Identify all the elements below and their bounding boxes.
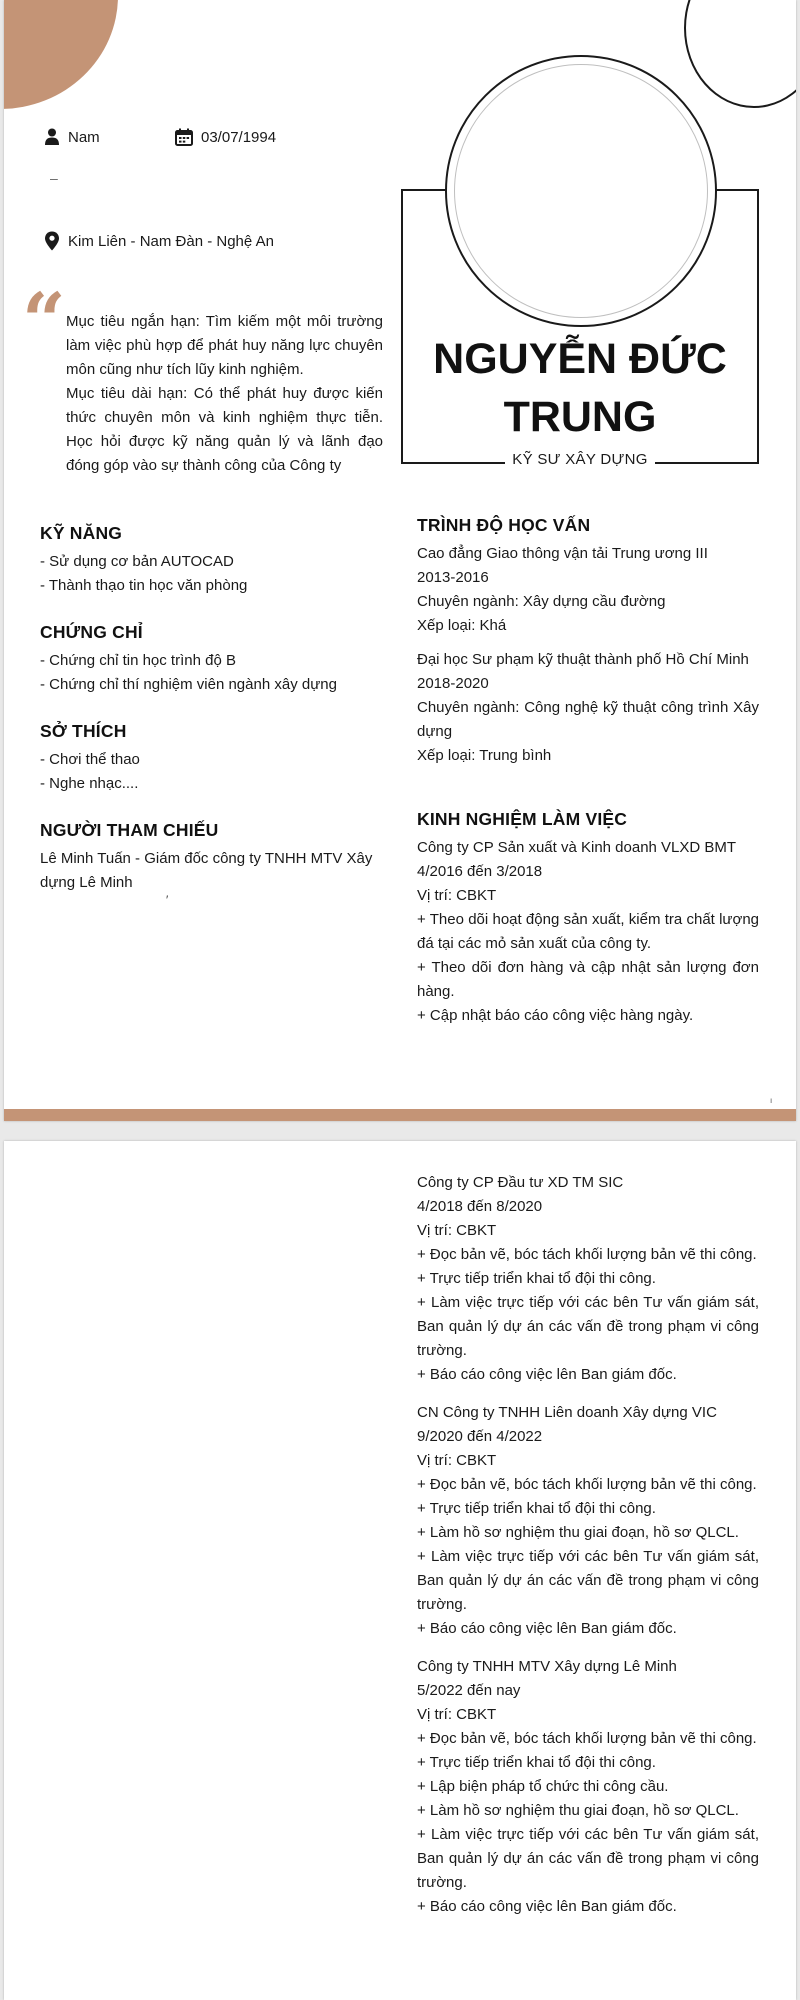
experience-company: CN Công ty TNHH Liên doanh Xây dựng VIC — [417, 1404, 717, 1421]
location-pin-icon — [44, 231, 60, 251]
gender-row — [44, 128, 100, 146]
career-objective — [66, 310, 383, 478]
education-entry — [417, 542, 759, 638]
references-section — [40, 820, 380, 895]
experience-section — [417, 809, 759, 1042]
certificates-heading: CHỨNG CHỈ — [40, 622, 143, 642]
experience-duty: + Làm hồ sơ nghiệm thu giai đoạn, hồ sơ QLCL. — [417, 1524, 739, 1541]
address-value: Kim Liên - Nam Đàn - Nghệ An — [68, 232, 274, 250]
education-section — [417, 515, 759, 778]
experience-period: 5/2022 đến nay — [417, 1682, 521, 1699]
experience-company: Công ty TNHH MTV Xây dựng Lê Minh — [417, 1658, 677, 1675]
experience-entry — [417, 1401, 759, 1641]
skill-item: - Thành thạo tin học văn phòng — [40, 577, 248, 594]
experience-company: Công ty CP Sản xuất và Kinh doanh VLXD BMT — [417, 839, 737, 856]
education-period: 2013-2016 — [417, 569, 489, 586]
education-major: Chuyên ngành: Công nghệ kỹ thuật công trình Xây dựng — [417, 699, 759, 740]
address-row — [44, 231, 274, 251]
certificates-section — [40, 622, 380, 697]
experience-duty: + Trực tiếp triển khai tổ đội thi công. — [417, 1270, 656, 1287]
experience-duty: + Lập biện pháp tổ chức thi công cầu. — [417, 1778, 669, 1795]
stray-tick-mark: ′ — [166, 893, 169, 907]
skill-item: - Sử dụng cơ bản AUTOCAD — [40, 553, 234, 570]
experience-heading: KINH NGHIỆM LÀM VIỆC — [417, 809, 628, 829]
education-school: Cao đẳng Giao thông vận tải Trung ương III — [417, 545, 708, 562]
calendar-icon — [175, 128, 193, 146]
experience-duty: + Làm việc trực tiếp với các bên Tư vấn giám sát, Ban quản lý dự án các vấn đề trong phạm vi công trường. — [417, 1826, 759, 1891]
experience-entry — [417, 1655, 759, 1919]
hobby-item: - Chơi thể thao — [40, 751, 140, 768]
gender-value: Nam — [68, 128, 100, 146]
hobby-item: - Nghe nhạc.... — [40, 775, 139, 792]
objective-long-term: Mục tiêu dài hạn: Có thể phát huy được kiến thức chuyên môn và kinh nghiệm thực tiễn. Học hỏi được kỹ năng quản lý và lãnh đạo đóng góp vào sự thành công của Công ty — [66, 385, 383, 474]
experience-position: Vị trí: CBKT — [417, 887, 497, 904]
person-icon — [44, 128, 60, 146]
experience-position: Vị trí: CBKT — [417, 1452, 497, 1469]
experience-duty: + Trực tiếp triển khai tổ đội thi công. — [417, 1500, 656, 1517]
experience-duty: + Báo cáo công việc lên Ban giám đốc. — [417, 1898, 677, 1915]
corner-ring — [684, 0, 796, 108]
cv-page-2 — [4, 1141, 796, 2000]
corner-quarter-circle — [4, 0, 118, 109]
education-period: 2018-2020 — [417, 675, 489, 692]
experience-duty: + Đọc bản vẽ, bóc tách khối lượng bản vẽ thi công. — [417, 1730, 757, 1747]
skills-heading: KỸ NĂNG — [40, 523, 123, 543]
education-major: Chuyên ngành: Xây dựng cầu đường — [417, 593, 666, 610]
job-title-text: KỸ SƯ XÂY DỰNG — [505, 451, 654, 468]
experience-entry — [417, 1171, 759, 1387]
reference-text: Lê Minh Tuấn - Giám đốc công ty TNHH MTV Xây dựng Lê Minh — [40, 850, 373, 891]
experience-entry — [417, 836, 759, 1028]
experience-duty: + Làm hồ sơ nghiệm thu giai đoạn, hồ sơ QLCL. — [417, 1802, 739, 1819]
experience-duty: + Báo cáo công việc lên Ban giám đốc. — [417, 1366, 677, 1383]
experience-duty: + Đọc bản vẽ, bóc tách khối lượng bản vẽ thi công. — [417, 1246, 757, 1263]
objective-short-term: Mục tiêu ngắn hạn: Tìm kiếm một môi trường làm việc phù hợp để phát huy năng lực chuyên môn cũng như tích lũy kinh nghiệm. — [66, 313, 383, 378]
education-grade: Xếp loại: Trung bình — [417, 747, 552, 764]
hobbies-section — [40, 721, 380, 796]
dob-value: 03/07/1994 — [201, 128, 277, 146]
certificate-item: - Chứng chỉ tin học trình độ B — [40, 652, 236, 669]
job-title — [404, 451, 756, 468]
education-grade: Xếp loại: Khá — [417, 617, 507, 634]
experience-duty: + Theo dõi hoạt động sản xuất, kiểm tra chất lượng đá tại các mỏ sản xuất của công ty. — [417, 911, 759, 952]
hobbies-heading: SỞ THÍCH — [40, 721, 127, 741]
experience-duty: + Báo cáo công việc lên Ban giám đốc. — [417, 1620, 677, 1637]
experience-period: 4/2016 đến 3/2018 — [417, 863, 543, 880]
candidate-name: NGUYỄN ĐỨC TRUNG — [433, 335, 727, 441]
education-heading: TRÌNH ĐỘ HỌC VẤN — [417, 515, 591, 535]
bottom-accent-band — [4, 1109, 796, 1121]
experience-period: 9/2020 đến 4/2022 — [417, 1428, 543, 1445]
experience-period: 4/2018 đến 8/2020 — [417, 1198, 543, 1215]
experience-duty: + Cập nhật báo cáo công việc hàng ngày. — [417, 1007, 694, 1024]
experience-duty: + Làm việc trực tiếp với các bên Tư vấn giám sát, Ban quản lý dự án các vấn đề trong phạm vi công trường. — [417, 1548, 759, 1613]
phone-placeholder-dash: – — [50, 170, 58, 186]
avatar-photo-placeholder — [445, 55, 717, 327]
education-school: Đại học Sư phạm kỹ thuật thành phố Hồ Chí Minh — [417, 651, 749, 668]
education-entry — [417, 648, 759, 768]
experience-duty: + Trực tiếp triển khai tổ đội thi công. — [417, 1754, 656, 1771]
experience-duty: + Đọc bản vẽ, bóc tách khối lượng bản vẽ thi công. — [417, 1476, 757, 1493]
experience-position: Vị trí: CBKT — [417, 1222, 497, 1239]
avatar-inner-ring — [454, 64, 708, 318]
experience-duty: + Theo dõi đơn hàng và cập nhật sản lượng đơn hàng. — [417, 959, 759, 1000]
quote-mark-icon: “ — [22, 276, 66, 365]
dob-row — [175, 128, 276, 146]
skills-section — [40, 523, 380, 598]
page-mark: ı — [770, 1096, 773, 1105]
cv-page-1 — [4, 0, 796, 1121]
experience-position: Vị trí: CBKT — [417, 1706, 497, 1723]
experience-continued — [417, 1171, 759, 1933]
experience-duty: + Làm việc trực tiếp với các bên Tư vấn giám sát, Ban quản lý dự án các vấn đề trong phạm vi công trường. — [417, 1294, 759, 1359]
experience-company: Công ty CP Đầu tư XD TM SIC — [417, 1174, 624, 1191]
certificate-item: - Chứng chỉ thí nghiệm viên ngành xây dựng — [40, 676, 337, 693]
references-heading: NGƯỜI THAM CHIẾU — [40, 820, 219, 840]
